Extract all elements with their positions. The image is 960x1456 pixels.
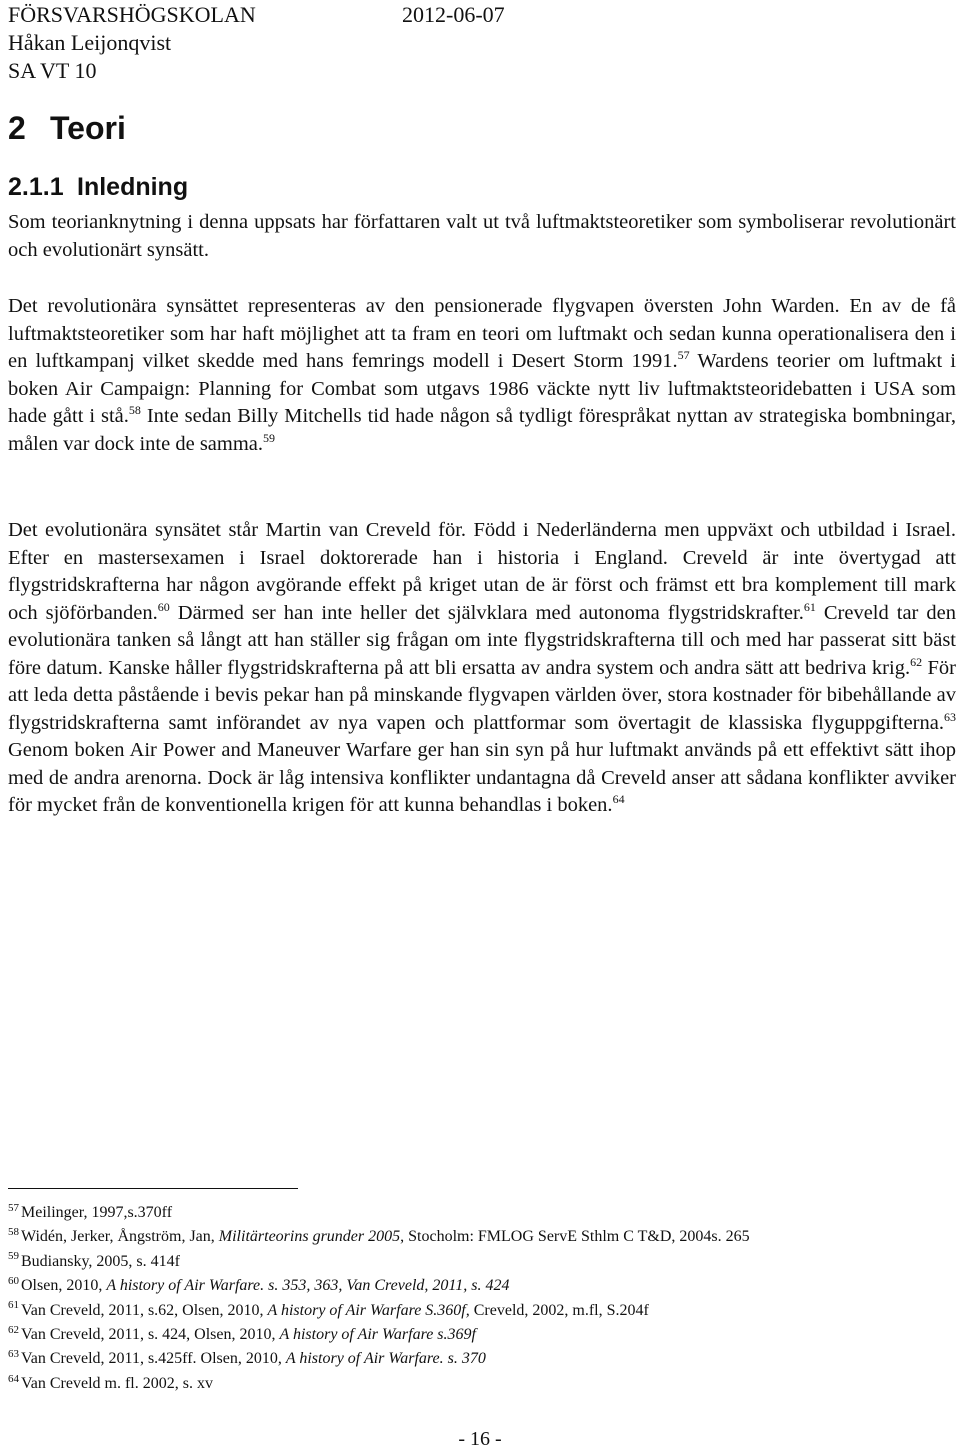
header-date: 2012-06-07 [402,2,505,27]
paragraph-warden [8,293,956,458]
footnote-ref-57[interactable]: 57 [677,348,690,363]
footnote-text: Creveld, 2002, m.fl, S.204f [469,1301,649,1319]
page-number: - 16 - [458,1428,502,1450]
paragraph-text: Wardens teorier om luftmakt i boken Air Campaign: Planning for Combat som utgavs 1986 väckte nytt liv luftmaktsteoridebatten i USA som hade gått i stå. [8,350,956,427]
footnote-title: A history of Air Warfare s.369f [279,1326,476,1344]
footnote-64 [8,1372,956,1396]
footnote-61 [8,1299,956,1323]
footnote-63 [8,1347,956,1371]
footnote-text: Van Creveld m. fl. 2002, s. xv [21,1374,213,1392]
footnote-number: 59 [8,1250,19,1263]
footnote-number: 60 [8,1274,19,1287]
footnote-text: Widén, Jerker, Ångström, Jan, [21,1228,219,1246]
footnote-59 [8,1250,956,1274]
section-heading [8,172,188,202]
paragraph-text: Det revolutionära synsättet representeras av den pensionerade flygvapen översten John Warden. En av de få luftmaktsteoretiker som har haft möjlighet att ta fram en teori om luftmakt och sedan kunna operationalisera den i en luftkampanj vilket skedde med hans femrings modell i Desert Storm 1991. [8,295,956,372]
footnote-title: A history of Air Warfare. s. 370 [285,1350,486,1368]
footnote-text: Van Creveld, 2011, s.62, Olsen, 2010, [21,1301,268,1319]
paragraph-text: Därmed ser han inte heller det självklara med autonoma flygstridskrafter. [169,601,804,624]
footnote-number: 62 [8,1323,19,1336]
footnote-text: Van Creveld, 2011, s.425ff. Olsen, 2010, [21,1350,286,1368]
footnote-ref-61[interactable]: 61 [803,599,816,614]
footnote-ref-63[interactable]: 63 [944,709,956,724]
footnote-text: Van Creveld, 2011, s. 424, Olsen, 2010, [21,1326,280,1344]
footnote-text: , Stocholm: FMLOG ServE Sthlm C T&D, 2004s. 265 [400,1228,750,1246]
paragraph-intro: Som teorianknytning i denna uppsats har författaren valt ut två luftmaktsteoretiker som symboliserar revolutionärt och evolutionärt synsätt. [8,211,956,261]
footnote-title: A history of Air Warfare S.360f, [267,1301,470,1319]
paragraph-text: För att leda detta påstående i bevis pekar han på minskande flygvapen världen över, stora kostnader för bibehållande av flygstridskrafterna samt införandet av nya vapen och plattformar som övertagit de klassiska flyguppgifterna. [8,656,957,734]
footnote-ref-64[interactable]: 64 [612,792,625,807]
header-school: FÖRSVARSHÖGSKOLAN [8,2,256,27]
paragraph-text: Inte sedan Billy Mitchells tid hade någon så tydligt förespråkat nyttan av strategiska bombningar, målen var dock inte de samma. [8,405,956,455]
footnote-separator [8,1188,298,1189]
section-number: 2.1.1 [8,173,64,201]
footnote-62 [8,1323,956,1347]
footnote-ref-62[interactable]: 62 [910,654,923,669]
footnote-number: 61 [8,1299,19,1312]
footnote-text: Meilinger, 1997,s.370ff [21,1204,173,1221]
chapter-number: 2 [8,110,26,146]
chapter-heading [8,108,126,148]
footnote-text: Budiansky, 2005, s. 414f [21,1252,180,1270]
header-course: SA VT 10 [8,58,97,83]
footnote-number: 63 [8,1348,19,1361]
footnote-text: Olsen, 2010, [21,1277,107,1295]
footnotes [8,1201,956,1396]
header-author: Håkan Leijonqvist [8,30,172,55]
paragraph-text: Det evolutionära synsätet står Martin van Creveld för. Född i Nederländerna men uppväxt och utbildad i Israel. Efter en mastersexamen i Israel doktorerade han i historia i England. Creveld är inte övertygad att flygstridskrafterna har någon avgörande effekt på kriget utan de är först och främst ett bra komplement till mark och sjöförbanden. [8,519,956,624]
footnote-ref-59[interactable]: 59 [263,430,276,445]
footnote-ref-58[interactable]: 58 [128,403,141,418]
section-title: Inledning [77,173,189,201]
paragraph-text: Genom boken Air Power and Maneuver Warfare ger han sin syn på hur luftmakt används på ett effektivt sätt ihop med de andra arenorna. Dock är låg intensiva konflikter undantagna då Creveld anser att sådana konflikter avviker för mycket från de konventionella krigen för att kunna behandlas i boken. [8,739,956,816]
footnote-number: 57 [8,1201,19,1214]
paragraph-text: Creveld tar den evolutionära tanken så långt att han ställer sig frågan om inte flygstridskrafterna till och med har passerat sitt bäst före datum. Kanske håller flygstridskrafterna på att bli ersatta av andra system och andra sätt att bedriva krig. [8,601,956,679]
footnote-57 [8,1201,956,1225]
footnote-number: 58 [8,1226,19,1239]
footnote-number: 64 [8,1372,19,1385]
footnote-58 [8,1225,956,1249]
footnote-title: Militärteorins grunder 2005 [218,1228,401,1246]
footnote-title: A history of Air Warfare. s. 353, 363, Van Creveld, 2011, s. 424 [106,1277,510,1295]
footnote-60 [8,1274,956,1298]
chapter-title: Teori [50,110,126,146]
footnote-ref-60[interactable]: 60 [157,599,170,614]
paragraph-creveld [8,517,956,820]
